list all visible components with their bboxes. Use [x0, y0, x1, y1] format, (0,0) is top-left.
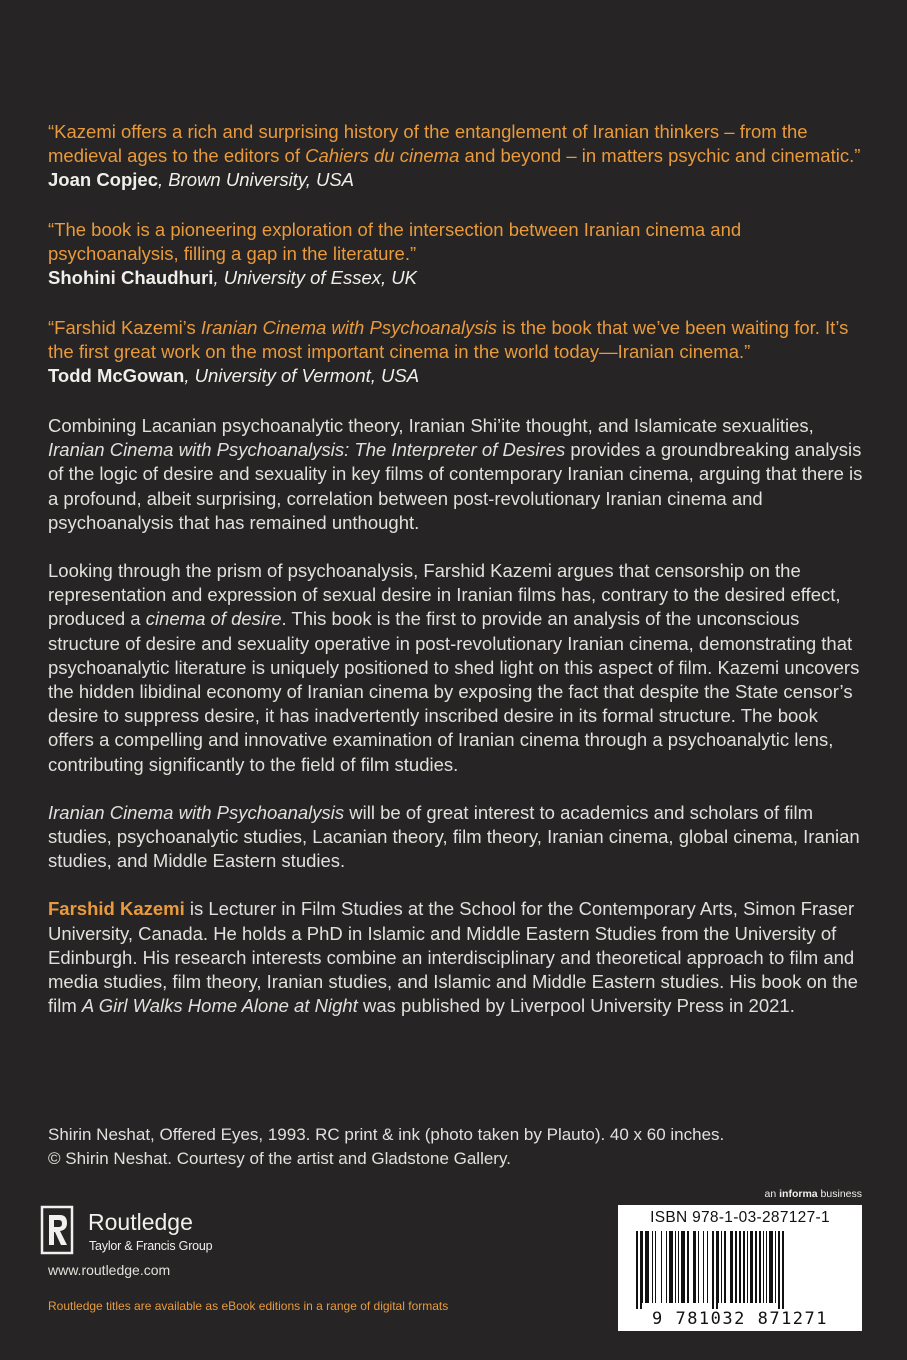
quote-attribution: Todd McGowan, University of Vermont, USA — [48, 365, 420, 386]
quote-1 — [48, 120, 868, 192]
barcode-bar — [661, 1231, 662, 1303]
quote-3 — [48, 316, 868, 388]
barcode-bar — [678, 1231, 679, 1303]
routledge-r-icon — [40, 1205, 74, 1257]
barcode-bars — [632, 1231, 848, 1313]
barcode-bar — [778, 1231, 780, 1313]
barcode-bar — [687, 1231, 689, 1303]
barcode-bar — [640, 1231, 642, 1313]
publisher-website: www.routledge.com — [48, 1262, 171, 1278]
barcode-bar — [766, 1231, 767, 1303]
barcode-bar — [707, 1231, 708, 1303]
quote-attribution: Joan Copjec, Brown University, USA — [48, 169, 355, 190]
barcode-bar — [769, 1231, 773, 1303]
barcode-bar — [782, 1231, 784, 1313]
barcode-bar — [645, 1231, 649, 1303]
barcode-bar — [750, 1231, 753, 1303]
barcode-bar — [698, 1231, 699, 1303]
barcode-bar — [775, 1231, 776, 1303]
barcode-bar — [724, 1231, 726, 1303]
barcode-bar — [716, 1231, 718, 1313]
main-text — [48, 120, 868, 1042]
quote-text: “The book is a pioneering exploration of the intersection between Iranian cinema and psychoanalysis, filling a gap in the literature.” — [48, 219, 742, 264]
barcode-digits: 9 781032 871271 — [618, 1309, 862, 1329]
barcode-bar — [681, 1231, 685, 1303]
barcode-bar — [735, 1231, 737, 1303]
author-name: Farshid Kazemi — [48, 898, 185, 920]
barcode-bar — [763, 1231, 764, 1303]
isbn-barcode — [618, 1205, 862, 1331]
quote-2 — [48, 218, 868, 290]
description-paragraph-3: Iranian Cinema with Psychoanalysis will be of great interest to academics and scholars of film studies, psychoanalytic studies, Lacanian theory, film theory, Iranian cinema, global cinema, Iranian studies, and Middle Eastern studies. — [48, 801, 860, 872]
author-bio: Farshid Kazemi is Lecturer in Film Studies at the School for the Contemporary Arts, Simon Fraser University, Canada. He holds a PhD in Islamic and Middle Eastern Studies from the University of Edinburgh. His research interests combine an interdisciplinary and theoretical approach to film and media studies, film theory, Iranian studies, and Islamic and Middle Eastern studies. His book on the film A Girl Walks Home Alone at Night was published by Liverpool University Press in 2021. — [48, 898, 858, 1017]
cover-credit: Shirin Neshat, Offered Eyes, 1993. RC print & ink (photo taken by Plauto). 40 x 60 inches. © Shirin Neshat. Courtesy of the artist and Gladstone Gallery. — [48, 1125, 725, 1168]
quote-text: “Kazemi offers a rich and surprising history of the entanglement of Iranian thinkers – from the medieval ages to the editors of Cahiers du cinema and beyond – in matters psychic and cinematic.” — [48, 121, 861, 166]
description-paragraph-1: Combining Lacanian psychoanalytic theory, Iranian Shi’ite thought, and Islamicate sexualities, Iranian Cinema with Psychoanalysis: The Interpreter of Desires provides a groundbreaking analysis of the logic of desire and sexuality in key films of contemporary Iranian cinema, arguing that there is a profound, albeit surprising, correlation between post-revolutionary Iranian cinema and psychoanalysis that has remained unthought. — [48, 415, 863, 533]
publisher-name: Routledge — [88, 1209, 193, 1235]
barcode-bar — [652, 1231, 653, 1303]
quote-attribution: Shohini Chaudhuri, University of Essex, UK — [48, 267, 418, 288]
barcode-bar — [743, 1231, 745, 1303]
barcode-bar — [730, 1231, 733, 1303]
barcode-bar — [636, 1231, 638, 1313]
barcode-bar — [666, 1231, 667, 1303]
publisher-group: Taylor & Francis Group — [89, 1239, 213, 1253]
barcode-bar — [739, 1231, 741, 1303]
barcode-bar — [712, 1231, 714, 1313]
barcode-bar — [759, 1231, 761, 1303]
barcode-bar — [747, 1231, 748, 1303]
quote-text: “Farshid Kazemi’s Iranian Cinema with Psychoanalysis is the book that we’ve been waiting for. It’s the first great work on the most important cinema in the world today—Iranian cinema.” — [48, 317, 849, 362]
barcode-bar — [693, 1231, 696, 1303]
routledge-logo — [40, 1205, 290, 1265]
barcode-bar — [703, 1231, 704, 1303]
barcode-bar — [655, 1231, 656, 1303]
description-paragraph-2: Looking through the prism of psychoanalysis, Farshid Kazemi argues that censorship on the representation and expression of sexual desire in Iranian films has, contrary to the desired effect, produced a cinema of desire. This book is the first to provide an analysis of the unconscious structure of desire and sexuality operative in post-revolutionary Iranian cinema, demonstrating that psychoanalytic literature is uniquely positioned to shed light on this aspect of film. Kazemi uncovers the hidden libidinal economy of Iranian cinema by exposing the fact that despite the State censor’s desire to suppress desire, it has inadvertently inscribed desire in its formal structure. The book offers a compelling and innovative examination of Iranian cinema through a psychoanalytic lens, contributing significantly to the field of film studies. — [48, 560, 860, 775]
barcode-bar — [642, 1231, 643, 1303]
barcode-bar — [755, 1231, 757, 1303]
barcode-bar — [675, 1231, 676, 1303]
barcode-bar — [669, 1231, 673, 1303]
informa-tagline: an informa business — [764, 1188, 862, 1200]
barcode-bar — [721, 1231, 722, 1303]
barcode-bar — [718, 1231, 719, 1303]
isbn-label: ISBN 978-1-03-287127-1 — [650, 1209, 830, 1226]
ebook-note: Routledge titles are available as eBook editions in a range of digital formats — [48, 1299, 449, 1313]
